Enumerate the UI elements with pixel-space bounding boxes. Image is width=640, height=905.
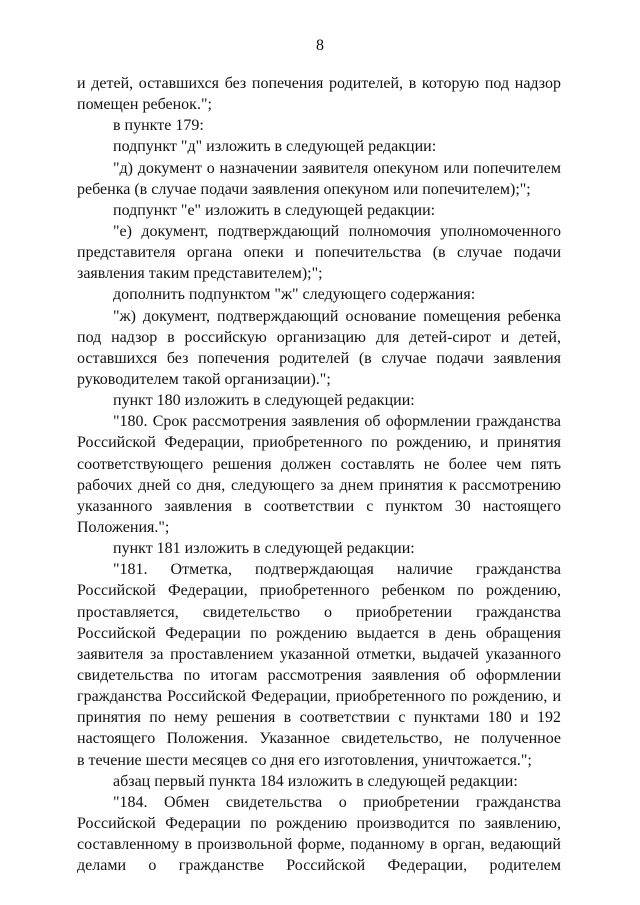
text-line: принятия по нему решения в соответствии с пунктами 180 и 192 [77,709,561,727]
text-line: Положения."; [77,518,170,536]
text-line: гражданства Российской Федерации, приобретенного по рождению, и [77,688,561,706]
text-line: пункт 181 изложить в следующей редакции: [113,540,415,558]
text-line: заявления таким представителем);"; [77,265,323,283]
text-line: оставшихся без попечения родителей (в случае подачи заявления [77,349,561,367]
text-line: составленному в произвольной форме, поданному в орган, ведающий [77,836,561,854]
text-line: под надзор в российскую организацию для детей-сирот и детей, [77,328,561,346]
text-line: и детей, оставшихся без попечения родителей, в которую под надзор [77,75,561,92]
text-line: "ж) документ, подтверждающий основание помещения ребенка [113,307,561,325]
text-line: ребенка (в случае подачи заявления опекуном или попечителем);"; [77,180,531,198]
text-line: "184. Обмен свидетельства о приобретении гражданства [113,793,561,811]
text-line: подпункт "е" изложить в следующей редакции: [113,201,436,219]
text-line: "д) документ о назначении заявителя опекуном или попечителем [113,159,561,177]
text-line: рабочих дней со дня, следующего за днем принятия к рассмотрению [77,476,561,494]
text-line: в течение шести месяцев со дня его изготовления, уничтожается."; [77,751,532,769]
text-line: проставляется, свидетельство о приобретении гражданства [77,603,561,621]
text-line: делами о гражданстве Российской Федерации, родителем [77,857,561,875]
text-line: дополнить подпунктом "ж" следующего содержания: [113,286,476,304]
text-line: абзац первый пункта 184 изложить в следующей редакции: [113,772,518,790]
text-line: помещен ребенок."; [77,96,212,114]
text-line: руководителем такой организации)."; [77,370,331,388]
text-line: "е) документ, подтверждающий полномочия уполномоченного [113,222,561,240]
text-line: подпункт "д" изложить в следующей редакции: [113,138,437,156]
page-number: 8 [316,37,324,54]
text-line: Российской Федерации, приобретенного по рождению, и принятия [77,434,561,452]
text-line: Российской Федерации по рождению производится по заявлению, [77,814,561,832]
document-body [77,73,561,876]
text-line: "180. Срок рассмотрения заявления об оформлении гражданства [113,413,561,431]
text-line: пункт 180 изложить в следующей редакции: [113,392,415,410]
text-line: в пункте 179: [113,117,204,135]
text-line: Российской Федерации, приобретенного ребенком по рождению, [77,582,561,600]
text-line: заявителя за проставлением указанной отметки, выдачей указанного [77,645,561,663]
text-line: Российской Федерации по рождению выдается в день обращения [77,624,561,642]
text-line: указанного заявления в соответствии с пунктом 30 настоящего [77,497,561,515]
text-line: настоящего Положения. Указанное свидетельство, не полученное [77,730,561,748]
text-line: "181. Отметка, подтверждающая наличие гражданства [113,561,561,579]
text-line: соответствующего решения должен составлять не более чем пять [77,455,561,473]
text-line: представителя органа опеки и попечительства (в случае подачи [77,244,561,262]
text-line: свидетельства по итогам рассмотрения заявления об оформлении [77,666,561,684]
